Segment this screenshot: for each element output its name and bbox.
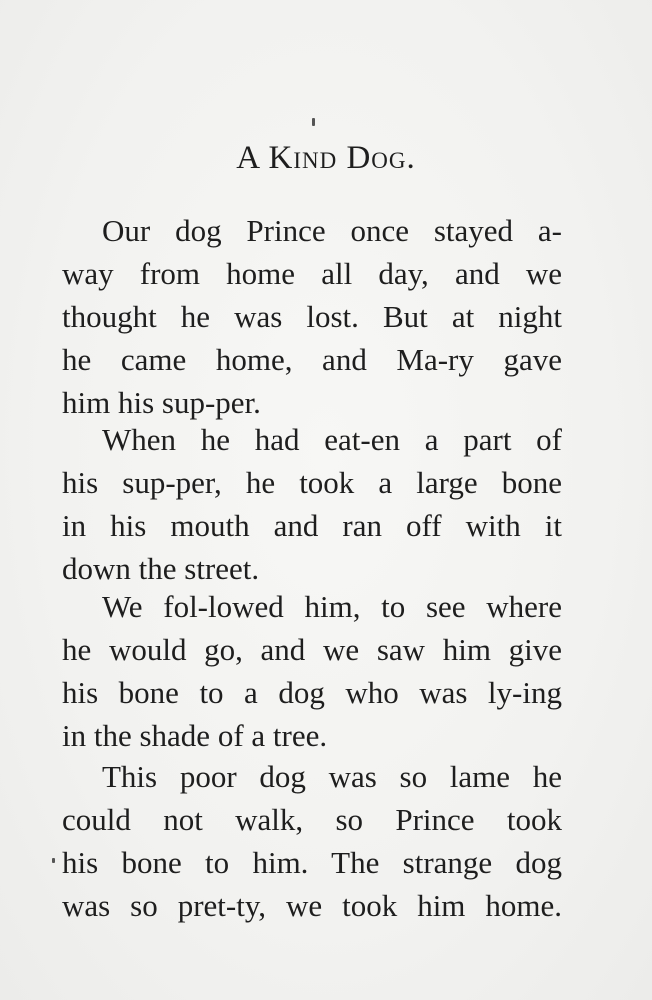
paragraph-line: he would go, and we saw him give <box>62 632 562 667</box>
paragraph-line: down the street. <box>62 551 260 586</box>
paragraph-line: was so pret-ty, we took him home. <box>62 888 562 923</box>
ink-speck <box>52 858 55 863</box>
story-paragraph-3 <box>62 585 562 757</box>
story-paragraph-1 <box>62 209 562 424</box>
paragraph-line: Our dog Prince once stayed a- <box>102 213 562 248</box>
story-paragraph-2 <box>62 418 562 590</box>
paragraph-line: in the shade of a tree. <box>62 718 328 753</box>
paragraph-line: his bone to a dog who was ly-ing <box>62 675 562 710</box>
paragraph-line: in his mouth and ran off with it <box>62 508 562 543</box>
paragraph-line: When he had eat-en a part of <box>102 422 562 457</box>
paragraph-line: could not walk, so Prince took <box>62 802 562 837</box>
paragraph-line: his bone to him. The strange dog <box>62 845 562 880</box>
ink-speck <box>312 118 315 126</box>
paragraph-line: thought he was lost. But at night <box>62 299 562 334</box>
paragraph-line: he came home, and Ma-ry gave <box>62 342 562 377</box>
paragraph-line: him his sup-per. <box>62 385 261 420</box>
paragraph-line: way from home all day, and we <box>62 256 562 291</box>
paragraph-line: We fol-lowed him, to see where <box>102 589 562 624</box>
story-title: A Kind Dog. <box>236 140 416 176</box>
paragraph-line: his sup-per, he took a large bone <box>62 465 562 500</box>
story-paragraph-4 <box>62 755 562 927</box>
paragraph-line: This poor dog was so lame he <box>102 759 562 794</box>
